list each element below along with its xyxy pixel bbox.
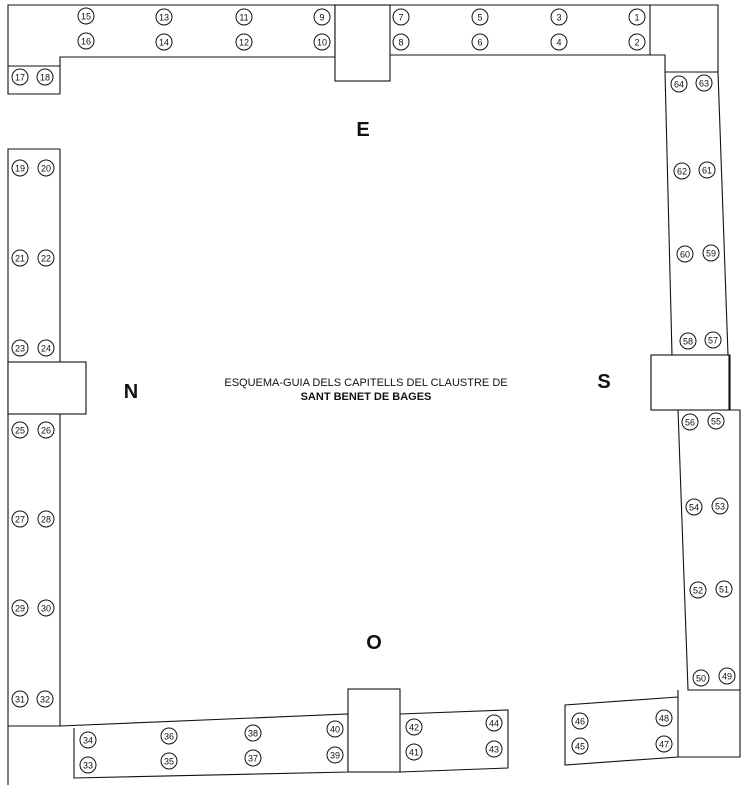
capital-marker [486, 715, 502, 731]
capital-number: 16 [80, 36, 92, 47]
capital-marker [693, 670, 709, 686]
capital-marker [572, 738, 588, 754]
capital-number: 46 [574, 716, 586, 727]
capital-number: 32 [39, 694, 51, 705]
capital-marker [80, 757, 96, 773]
southwest-corner [678, 690, 740, 757]
capital-marker [680, 333, 696, 349]
capital-marker [37, 691, 53, 707]
capital-marker [551, 34, 567, 50]
capital-marker [696, 75, 712, 91]
capital-number: 47 [658, 739, 670, 750]
capital-marker [12, 422, 28, 438]
capital-marker [719, 668, 735, 684]
capital-marker [656, 710, 672, 726]
compass-east: E [356, 119, 370, 141]
capital-marker [712, 498, 728, 514]
capital-marker [38, 160, 54, 176]
capital-marker [78, 8, 94, 24]
capital-marker [629, 34, 645, 50]
capital-marker [245, 725, 261, 741]
capital-marker [12, 250, 28, 266]
capital-marker [682, 414, 698, 430]
capital-number: 30 [40, 603, 52, 614]
capital-marker [156, 34, 172, 50]
capital-marker [629, 9, 645, 25]
capital-number: 10 [316, 37, 328, 48]
capital-number: 31 [14, 694, 26, 705]
capital-marker [236, 9, 252, 25]
east-gallery [8, 5, 718, 94]
capital-marker [472, 9, 488, 25]
capital-marker [38, 511, 54, 527]
capital-number: 13 [158, 12, 170, 23]
capital-marker [572, 713, 588, 729]
capital-marker [327, 721, 343, 737]
capital-number: 53 [714, 501, 726, 512]
capital-number: 62 [676, 166, 688, 177]
capital-marker [677, 246, 693, 262]
capital-number: 22 [40, 253, 52, 264]
capital-marker [406, 719, 422, 735]
capital-marker [12, 340, 28, 356]
east-entrance-pier [335, 5, 390, 81]
capital-marker [12, 69, 28, 85]
west-gallery-outline [60, 714, 348, 778]
capital-number: 48 [658, 713, 670, 724]
capital-number: 1 [634, 12, 640, 23]
capital-number: 17 [14, 72, 26, 83]
capital-number: 39 [329, 750, 341, 761]
capital-marker [486, 741, 502, 757]
capital-number: 25 [14, 425, 26, 436]
north-gallery [8, 149, 86, 785]
capital-number: 6 [477, 37, 483, 48]
capital-number: 43 [488, 744, 500, 755]
capital-marker [12, 160, 28, 176]
capital-number: 26 [40, 425, 52, 436]
capital-number: 4 [556, 37, 562, 48]
capital-number: 20 [40, 163, 52, 174]
capital-marker [703, 245, 719, 261]
capital-number: 33 [82, 760, 94, 771]
capital-number: 21 [14, 253, 26, 264]
capital-marker [161, 728, 177, 744]
capital-marker [656, 736, 672, 752]
capital-marker [37, 69, 53, 85]
capital-marker [327, 747, 343, 763]
capital-number: 45 [574, 741, 586, 752]
capital-number: 35 [163, 756, 175, 767]
capital-number: 23 [14, 343, 26, 354]
capital-number: 58 [682, 336, 694, 347]
capital-number: 60 [679, 249, 691, 260]
capital-number: 14 [158, 37, 170, 48]
capital-marker [38, 340, 54, 356]
capital-marker [245, 750, 261, 766]
capital-marker [80, 732, 96, 748]
capital-number: 42 [408, 722, 420, 733]
capital-number: 9 [319, 12, 325, 23]
capital-marker [156, 9, 172, 25]
capital-marker [551, 9, 567, 25]
capital-number: 56 [684, 417, 696, 428]
capital-marker [12, 600, 28, 616]
capital-number: 61 [701, 165, 713, 176]
capital-marker [686, 499, 702, 515]
capital-number: 38 [247, 728, 259, 739]
capital-marker [38, 600, 54, 616]
capital-marker [708, 413, 724, 429]
capital-marker [236, 34, 252, 50]
capital-number: 34 [82, 735, 94, 746]
capital-number: 15 [80, 11, 92, 22]
capital-number: 57 [707, 335, 719, 346]
capital-number: 49 [721, 671, 733, 682]
capital-number: 63 [698, 78, 710, 89]
capital-number: 27 [14, 514, 26, 525]
capital-number: 18 [39, 72, 51, 83]
capital-number: 41 [408, 747, 420, 758]
capital-number: 40 [329, 724, 341, 735]
capital-number: 36 [163, 731, 175, 742]
capital-number: 24 [40, 343, 52, 354]
diagram-title-line-1: ESQUEMA-GUIA DELS CAPITELLS DEL CLAUSTRE DE [224, 377, 508, 389]
compass-north: N [123, 381, 139, 403]
capital-number: 19 [14, 163, 26, 174]
capital-marker [78, 33, 94, 49]
capital-marker [314, 34, 330, 50]
capital-number: 55 [710, 416, 722, 427]
capital-number: 28 [40, 514, 52, 525]
capital-number: 29 [14, 603, 26, 614]
capital-number: 12 [238, 37, 250, 48]
diagram-title-line-2: SANT BENET DE BAGES [300, 391, 432, 403]
north-gallery-outline [8, 149, 60, 785]
capital-number: 64 [673, 79, 685, 90]
compass-west: O [366, 632, 382, 654]
capital-number: 50 [695, 673, 707, 684]
capital-marker [314, 9, 330, 25]
capital-number: 3 [556, 12, 562, 23]
west-gallery [60, 689, 508, 778]
capital-number: 2 [634, 37, 640, 48]
capital-marker [393, 34, 409, 50]
capital-marker [705, 332, 721, 348]
capital-marker [38, 250, 54, 266]
capital-marker [690, 582, 706, 598]
capital-number: 44 [488, 718, 500, 729]
capital-marker [393, 9, 409, 25]
southwest-gallery-end [565, 697, 678, 765]
capital-marker [38, 422, 54, 438]
capital-marker [674, 163, 690, 179]
capital-number: 37 [247, 753, 259, 764]
capital-marker [12, 691, 28, 707]
compass-south: S [597, 371, 611, 393]
capital-marker [472, 34, 488, 50]
capital-marker [12, 511, 28, 527]
capital-marker [161, 753, 177, 769]
capital-number: 7 [398, 12, 404, 23]
north-entrance-pier [8, 362, 86, 414]
capital-marker [699, 162, 715, 178]
capital-marker [671, 76, 687, 92]
capital-number: 11 [239, 12, 249, 23]
capital-number: 59 [705, 248, 717, 259]
capital-marker [716, 581, 732, 597]
capital-number: 5 [477, 12, 483, 23]
south-entrance-pier [651, 355, 729, 410]
capital-marker [406, 744, 422, 760]
capital-number: 8 [398, 37, 404, 48]
capital-number: 51 [718, 584, 730, 595]
capital-number: 54 [688, 502, 700, 513]
capital-number: 52 [692, 585, 704, 596]
west-entrance-pier [348, 689, 400, 772]
